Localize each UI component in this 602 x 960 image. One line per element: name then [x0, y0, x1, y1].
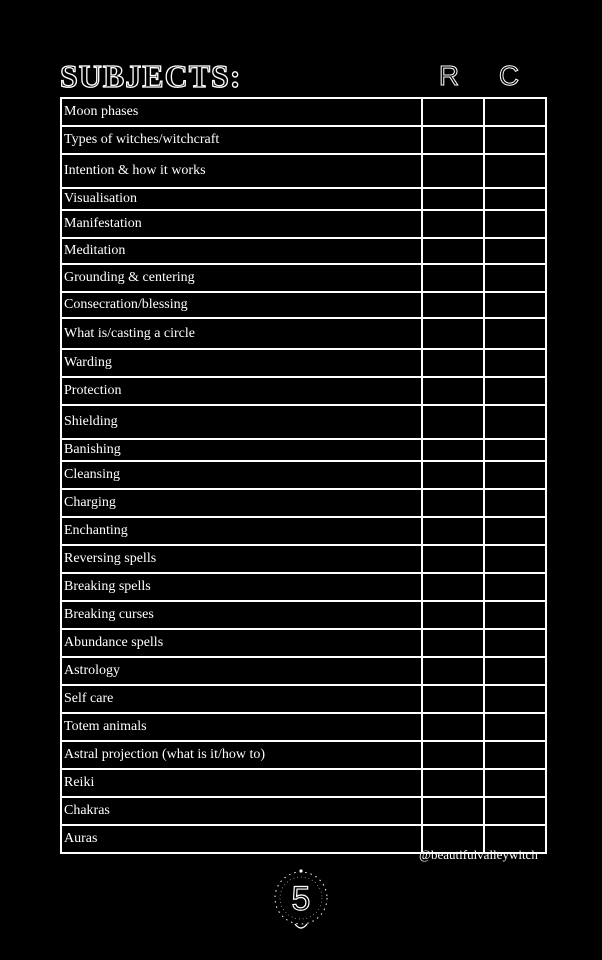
subject-name: Cleansing [61, 461, 422, 489]
subject-row [61, 349, 546, 377]
subject-row [61, 126, 546, 154]
subject-name: Charging [61, 489, 422, 517]
complete-checkbox-cell[interactable] [484, 741, 546, 769]
research-checkbox-cell[interactable] [422, 713, 484, 741]
subject-row [61, 713, 546, 741]
complete-checkbox-cell[interactable] [484, 489, 546, 517]
subject-row [61, 154, 546, 188]
subject-name: Astrology [61, 657, 422, 685]
research-checkbox-cell[interactable] [422, 264, 484, 292]
complete-checkbox-cell[interactable] [484, 292, 546, 318]
subject-name: Consecration/blessing [61, 292, 422, 318]
complete-checkbox-cell[interactable] [484, 377, 546, 405]
subject-name: Manifestation [61, 210, 422, 238]
subject-row [61, 545, 546, 573]
subject-row [61, 573, 546, 601]
subject-row [61, 439, 546, 461]
subject-name: Self care [61, 685, 422, 713]
research-checkbox-cell[interactable] [422, 98, 484, 126]
research-checkbox-cell[interactable] [422, 126, 484, 154]
subject-row [61, 292, 546, 318]
subject-name: Warding [61, 349, 422, 377]
subject-row [61, 318, 546, 349]
complete-checkbox-cell[interactable] [484, 797, 546, 825]
subject-row [61, 405, 546, 439]
subject-name: Reiki [61, 769, 422, 797]
subject-name: Visualisation [61, 188, 422, 210]
research-checkbox-cell[interactable] [422, 154, 484, 188]
subject-name: Protection [61, 377, 422, 405]
emblem-glyph: 5 [291, 880, 311, 918]
research-checkbox-cell[interactable] [422, 238, 484, 264]
subject-name: Banishing [61, 439, 422, 461]
subject-name: Enchanting [61, 517, 422, 545]
research-checkbox-cell[interactable] [422, 769, 484, 797]
complete-checkbox-cell[interactable] [484, 601, 546, 629]
subject-name: Types of witches/witchcraft [61, 126, 422, 154]
page-title: SUBJECTS: [60, 58, 242, 94]
research-checkbox-cell[interactable] [422, 377, 484, 405]
research-checkbox-cell[interactable] [422, 797, 484, 825]
subject-row [61, 685, 546, 713]
subject-name: Shielding [61, 405, 422, 439]
subject-name: Reversing spells [61, 545, 422, 573]
complete-checkbox-cell[interactable] [484, 685, 546, 713]
subject-name: Astral projection (what is it/how to) [61, 741, 422, 769]
research-checkbox-cell[interactable] [422, 573, 484, 601]
column-header-c: C [498, 60, 520, 91]
research-checkbox-cell[interactable] [422, 188, 484, 210]
complete-checkbox-cell[interactable] [484, 629, 546, 657]
complete-checkbox-cell[interactable] [484, 210, 546, 238]
subject-row [61, 489, 546, 517]
research-checkbox-cell[interactable] [422, 741, 484, 769]
research-checkbox-cell[interactable] [422, 657, 484, 685]
subject-name: Breaking curses [61, 601, 422, 629]
complete-checkbox-cell[interactable] [484, 238, 546, 264]
subject-name: Chakras [61, 797, 422, 825]
complete-checkbox-cell[interactable] [484, 713, 546, 741]
subject-name: Auras [61, 825, 422, 853]
research-checkbox-cell[interactable] [422, 629, 484, 657]
research-checkbox-cell[interactable] [422, 292, 484, 318]
subjects-table [60, 97, 547, 854]
column-header-r: R [438, 60, 460, 91]
complete-checkbox-cell[interactable] [484, 188, 546, 210]
complete-checkbox-cell[interactable] [484, 349, 546, 377]
complete-checkbox-cell[interactable] [484, 517, 546, 545]
complete-checkbox-cell[interactable] [484, 405, 546, 439]
subject-name: Intention & how it works [61, 154, 422, 188]
subject-row [61, 797, 546, 825]
subject-row [61, 238, 546, 264]
subject-row [61, 601, 546, 629]
research-checkbox-cell[interactable] [422, 461, 484, 489]
complete-checkbox-cell[interactable] [484, 545, 546, 573]
research-checkbox-cell[interactable] [422, 439, 484, 461]
complete-checkbox-cell[interactable] [484, 154, 546, 188]
subject-row [61, 461, 546, 489]
subject-row [61, 517, 546, 545]
moon-emblem-icon [270, 866, 332, 934]
complete-checkbox-cell[interactable] [484, 461, 546, 489]
complete-checkbox-cell[interactable] [484, 657, 546, 685]
subject-name: Totem animals [61, 713, 422, 741]
research-checkbox-cell[interactable] [422, 210, 484, 238]
complete-checkbox-cell[interactable] [484, 439, 546, 461]
subject-row [61, 629, 546, 657]
subject-name: What is/casting a circle [61, 318, 422, 349]
complete-checkbox-cell[interactable] [484, 573, 546, 601]
complete-checkbox-cell[interactable] [484, 126, 546, 154]
research-checkbox-cell[interactable] [422, 545, 484, 573]
research-checkbox-cell[interactable] [422, 601, 484, 629]
research-checkbox-cell[interactable] [422, 349, 484, 377]
subject-row [61, 98, 546, 126]
subject-name: Breaking spells [61, 573, 422, 601]
subject-row [61, 657, 546, 685]
research-checkbox-cell[interactable] [422, 405, 484, 439]
subject-name: Grounding & centering [61, 264, 422, 292]
complete-checkbox-cell[interactable] [484, 98, 546, 126]
subject-row [61, 377, 546, 405]
research-checkbox-cell[interactable] [422, 685, 484, 713]
subject-row [61, 741, 546, 769]
complete-checkbox-cell[interactable] [484, 318, 546, 349]
complete-checkbox-cell[interactable] [484, 769, 546, 797]
subject-row [61, 188, 546, 210]
subject-row [61, 264, 546, 292]
subject-name: Moon phases [61, 98, 422, 126]
research-checkbox-cell[interactable] [422, 318, 484, 349]
subject-row [61, 210, 546, 238]
subject-name: Meditation [61, 238, 422, 264]
research-checkbox-cell[interactable] [422, 517, 484, 545]
research-checkbox-cell[interactable] [422, 489, 484, 517]
subject-name: Abundance spells [61, 629, 422, 657]
credit-handle: @beautifulvalleywitch [419, 847, 538, 862]
complete-checkbox-cell[interactable] [484, 264, 546, 292]
subject-row [61, 769, 546, 797]
